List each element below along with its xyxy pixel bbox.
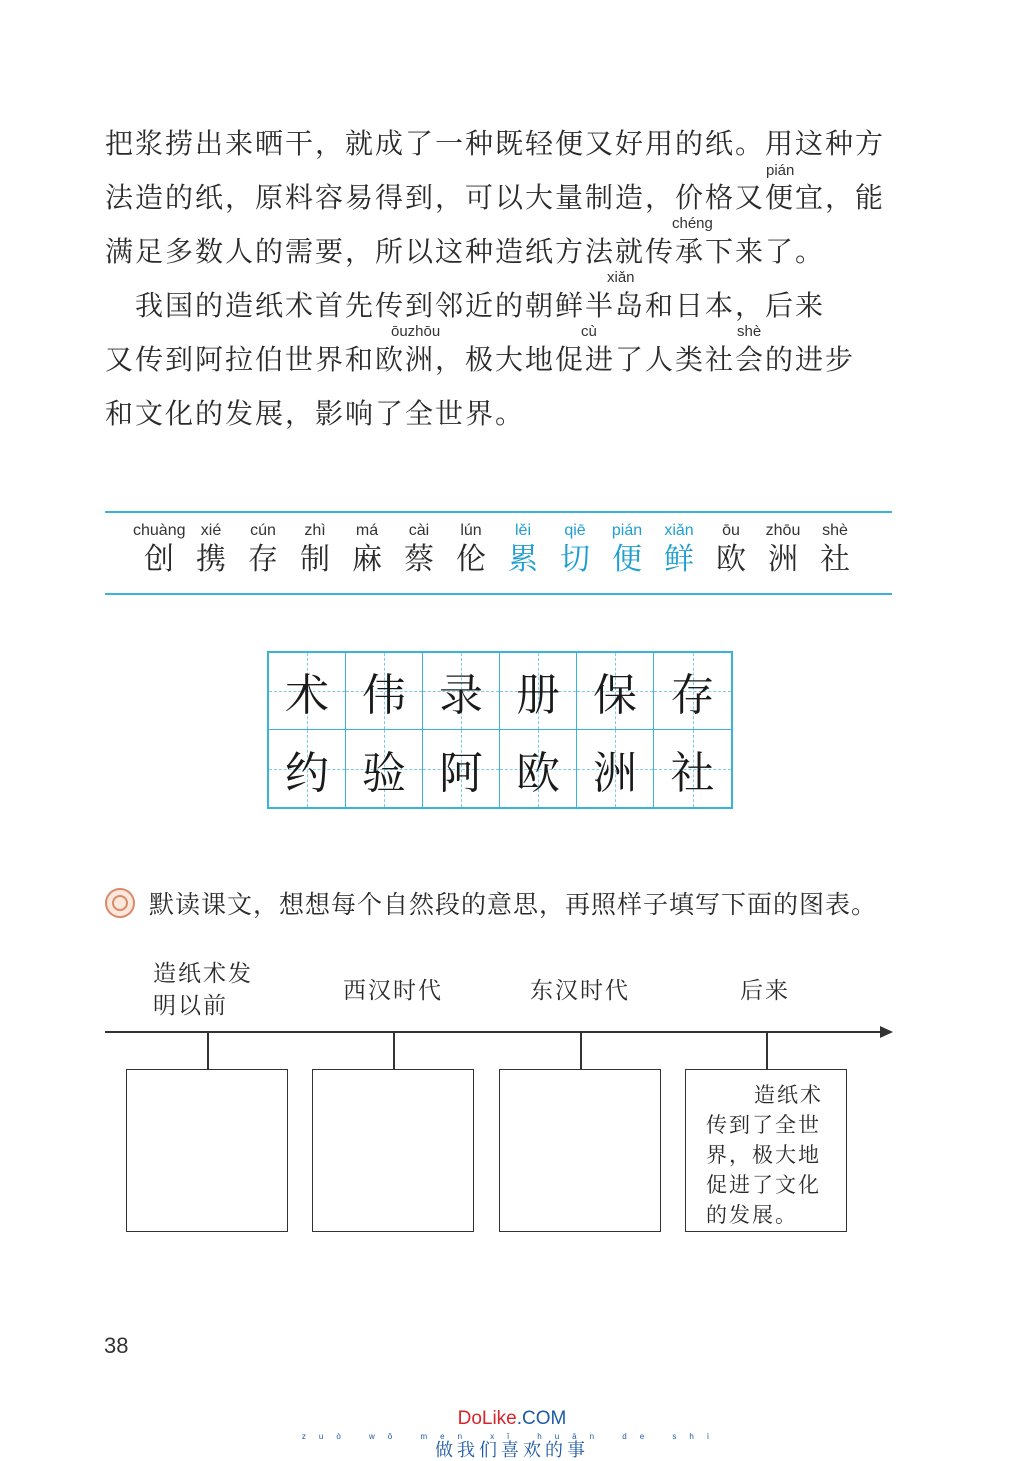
grid-cell [346, 653, 423, 730]
example-text-first: 造纸术 [754, 1083, 823, 1107]
vocab-pinyin: lěi [514, 522, 531, 539]
vocab-pinyin: má [355, 522, 379, 539]
grid-cell [577, 730, 654, 807]
grid-char: 术 [285, 670, 329, 721]
example-text-rest: 传到了全世界，极大地促进了文化的发展。 [706, 1113, 821, 1227]
grid-cell [500, 653, 577, 730]
vocab-item [653, 522, 705, 578]
vocab-item [393, 522, 445, 578]
pinyin-annotation: shè [737, 323, 762, 340]
vocab-pinyin: ōu [722, 522, 740, 539]
vocab-item [445, 522, 497, 578]
vocab-char: 麻 [352, 542, 382, 577]
passage-line: 又传到阿拉伯世界和欧洲，极大地促进了人类社会的进步 [105, 343, 856, 376]
writing-grid [267, 651, 733, 809]
pinyin-annotation: ōuzhōu [391, 323, 441, 340]
vocab-pinyin: xié [200, 522, 222, 539]
vocab-char: 伦 [456, 542, 486, 577]
grid-cell [654, 730, 731, 807]
vocab-pinyin: qiē [564, 522, 586, 539]
timeline-tick [393, 1032, 395, 1070]
vocab-char: 携 [196, 542, 226, 577]
grid-char: 录 [439, 670, 483, 721]
task-instruction [105, 885, 877, 921]
vocab-item [185, 522, 237, 578]
vocab-char: 创 [144, 542, 174, 577]
timeline-tick [766, 1032, 768, 1070]
grid-char: 社 [670, 747, 715, 799]
vocab-item [601, 522, 653, 578]
grid-cell [423, 730, 500, 807]
vocab-char: 鲜 [664, 542, 694, 577]
vocab-item [289, 522, 341, 578]
grid-char: 册 [516, 670, 560, 721]
vocab-pinyin: xiǎn [664, 522, 694, 539]
timeline-label: 造纸术发 明以前 [153, 961, 253, 1019]
vocab-char: 欧 [716, 542, 746, 577]
timeline-label: 东汉时代 [530, 978, 630, 1004]
vocab-char: 累 [508, 542, 538, 577]
timeline-answer-box[interactable] [499, 1069, 661, 1232]
vocab-char: 存 [248, 542, 278, 577]
vocab-pinyin: cún [250, 522, 276, 539]
page-number: 38 [104, 1333, 129, 1358]
vocab-pinyin: shè [822, 522, 848, 539]
footer-brand [0, 1408, 1024, 1461]
brand-slogan: 做我们喜欢的事 [435, 1440, 589, 1461]
vocab-item [497, 522, 549, 578]
task-text: 默读课文，想想每个自然段的意思，再照样子填写下面的图表。 [149, 890, 878, 919]
brand-pinyin: zuò wǒ men xǐ huān de shì [301, 1432, 723, 1441]
grid-cell [500, 730, 577, 807]
vocab-pinyin: lún [460, 522, 482, 539]
timeline-label: 西汉时代 [343, 978, 443, 1004]
grid-char: 约 [285, 747, 329, 799]
vocab-item [237, 522, 289, 578]
timeline-label: 后来 [740, 978, 790, 1004]
passage-line: 满足多数人的需要，所以这种造纸方法就传承下来了。 [105, 235, 826, 268]
vocab-char: 制 [300, 542, 330, 577]
timeline-arrow-icon [880, 1026, 893, 1038]
passage-line: 和文化的发展，影响了全世界。 [105, 397, 526, 430]
grid-char: 伟 [362, 670, 406, 721]
vocab-item [809, 522, 861, 578]
grid-char: 欧 [516, 747, 560, 799]
passage-line: 把浆捞出来晒干，就成了一种既轻便又好用的纸。用这种方 [105, 127, 886, 160]
timeline-tick [207, 1032, 209, 1070]
pinyin-annotation: xiǎn [607, 269, 635, 286]
vocab-char: 切 [560, 542, 590, 577]
vocab-pinyin: zhōu [765, 522, 801, 539]
grid-char: 洲 [593, 747, 637, 799]
brand-name: DoLike [457, 1408, 517, 1429]
timeline-tick [580, 1032, 582, 1070]
vocab-top-rule [105, 511, 892, 513]
vocab-item [133, 522, 185, 578]
vocab-char: 洲 [768, 542, 798, 577]
vocab-item [705, 522, 757, 578]
pinyin-annotation: chéng [672, 215, 713, 232]
passage-line: 我国的造纸术首先传到邻近的朝鲜半岛和日本，后来 [105, 289, 826, 322]
grid-cell [346, 730, 423, 807]
vocab-bottom-rule [105, 593, 892, 595]
pinyin-annotation: cù [581, 323, 597, 340]
vocab-char: 蔡 [404, 542, 434, 577]
vocab-pinyin: zhì [304, 522, 326, 539]
grid-char: 阿 [439, 747, 483, 799]
vocab-char: 便 [612, 542, 642, 577]
grid-char: 保 [593, 670, 637, 721]
grid-char: 存 [670, 670, 715, 721]
vocab-item [341, 522, 393, 578]
grid-cell [423, 653, 500, 730]
grid-cell [654, 653, 731, 730]
vocab-list [133, 522, 861, 578]
brand-domain: .COM [516, 1408, 567, 1429]
timeline-example-box [685, 1069, 847, 1232]
grid-char: 验 [362, 747, 406, 799]
grid-cell [269, 730, 346, 807]
vocab-item [549, 522, 601, 578]
task-seal-icon [105, 888, 135, 918]
timeline-answer-box[interactable] [126, 1069, 288, 1232]
vocab-pinyin: pián [611, 522, 643, 539]
grid-cell [577, 653, 654, 730]
pinyin-annotation: pián [766, 162, 795, 179]
grid-cell [269, 653, 346, 730]
passage-line: 法造的纸，原料容易得到，可以大量制造，价格又便宜，能 [105, 181, 886, 214]
timeline-answer-box[interactable] [312, 1069, 474, 1232]
vocab-char: 社 [820, 542, 850, 577]
vocab-pinyin: chuàng [133, 522, 186, 539]
vocab-pinyin: cài [408, 522, 430, 539]
vocab-item [757, 522, 809, 578]
